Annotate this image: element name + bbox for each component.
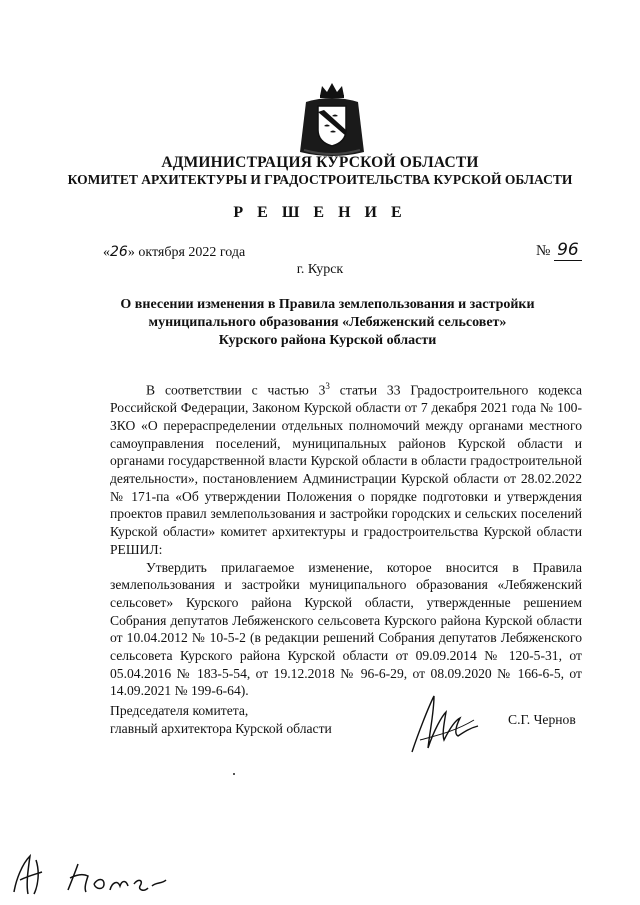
handwritten-note-icon <box>6 850 176 900</box>
document-title <box>90 296 565 350</box>
date-day-handwritten: 26 <box>110 244 128 260</box>
date-open-quote: « <box>103 245 110 260</box>
document-number <box>536 240 582 261</box>
city: г. Курск <box>296 262 344 277</box>
body-paragraph: Утвердить прилагаемое изменение, которое вносится в Правила землепользования и застройки муниципального образования «Лебяженский сельсовет» Курского района Курской области, утвержденные решением Собрания депутатов Лебяженского сельсовета Курского района Курской области от 10.04.2012 № 10-5-2 (в редакции решений Собрания депутатов Лебяженского сельсовета Курского района Курской области от 09.09.2014 № 120-5-31, от 05.04.2016 № 183-5-54, от 19.12.2018 № 96-6-29, от 08.09.2020 № 166-6-5, от 14.09.2021 № 199-6-64). <box>110 559 582 699</box>
organization-heading: АДМИНИСТРАЦИЯ КУРСКОЙ ОБЛАСТИ <box>161 154 479 171</box>
document-type: Р Е Ш Е Н И Е <box>233 204 407 221</box>
body-text: статьи 33 Градостроительного кодекса Российской Федерации, Законом Курской области от 7 декабря 2021 года № 100-ЗКО «О перераспределении отдельных полномочий между органами местного самоуправления поселений, муниципальных районов Курской области и органами государственной власти Курской области в области градостроительной деятельности», постановлением Администрации Курской области от 28.02.2022 № 171-па «Об утверждении Положения о порядке подготовки и утверждения проектов правил землепользования и застройки городских и сельских поселений Курской области» комитет архитектуры и градостроительства Курской области РЕШИЛ: <box>110 382 582 557</box>
superscript: 3 <box>325 381 330 391</box>
title-line: Курского района Курской области <box>218 333 437 348</box>
title-line: муниципального образования «Лебяженский сельсовет» <box>148 315 507 330</box>
date-rest: » октября 2022 года <box>127 245 246 260</box>
handwritten-signature-icon <box>404 690 484 760</box>
document-date <box>103 244 245 261</box>
department-heading: КОМИТЕТ АРХИТЕКТУРЫ И ГРАДОСТРОИТЕЛЬСТВА КУРСКОЙ ОБЛАСТИ <box>67 172 573 187</box>
document-body <box>110 378 582 700</box>
position-line: Председателя комитета, <box>110 703 249 718</box>
stray-dot <box>233 773 235 775</box>
coat-of-arms-icon <box>296 80 368 160</box>
title-line: О внесении изменения в Правила землепользования и застройки <box>120 297 535 312</box>
signatory-position <box>110 702 332 738</box>
body-text: В соответствии с частью 3 <box>146 382 326 398</box>
number-label: № <box>536 243 551 259</box>
signatory-name: С.Г. Чернов <box>508 712 576 727</box>
body-paragraph <box>110 378 582 559</box>
position-line: главный архитектора Курской области <box>110 721 332 736</box>
number-value-handwritten: 96 <box>554 240 582 261</box>
